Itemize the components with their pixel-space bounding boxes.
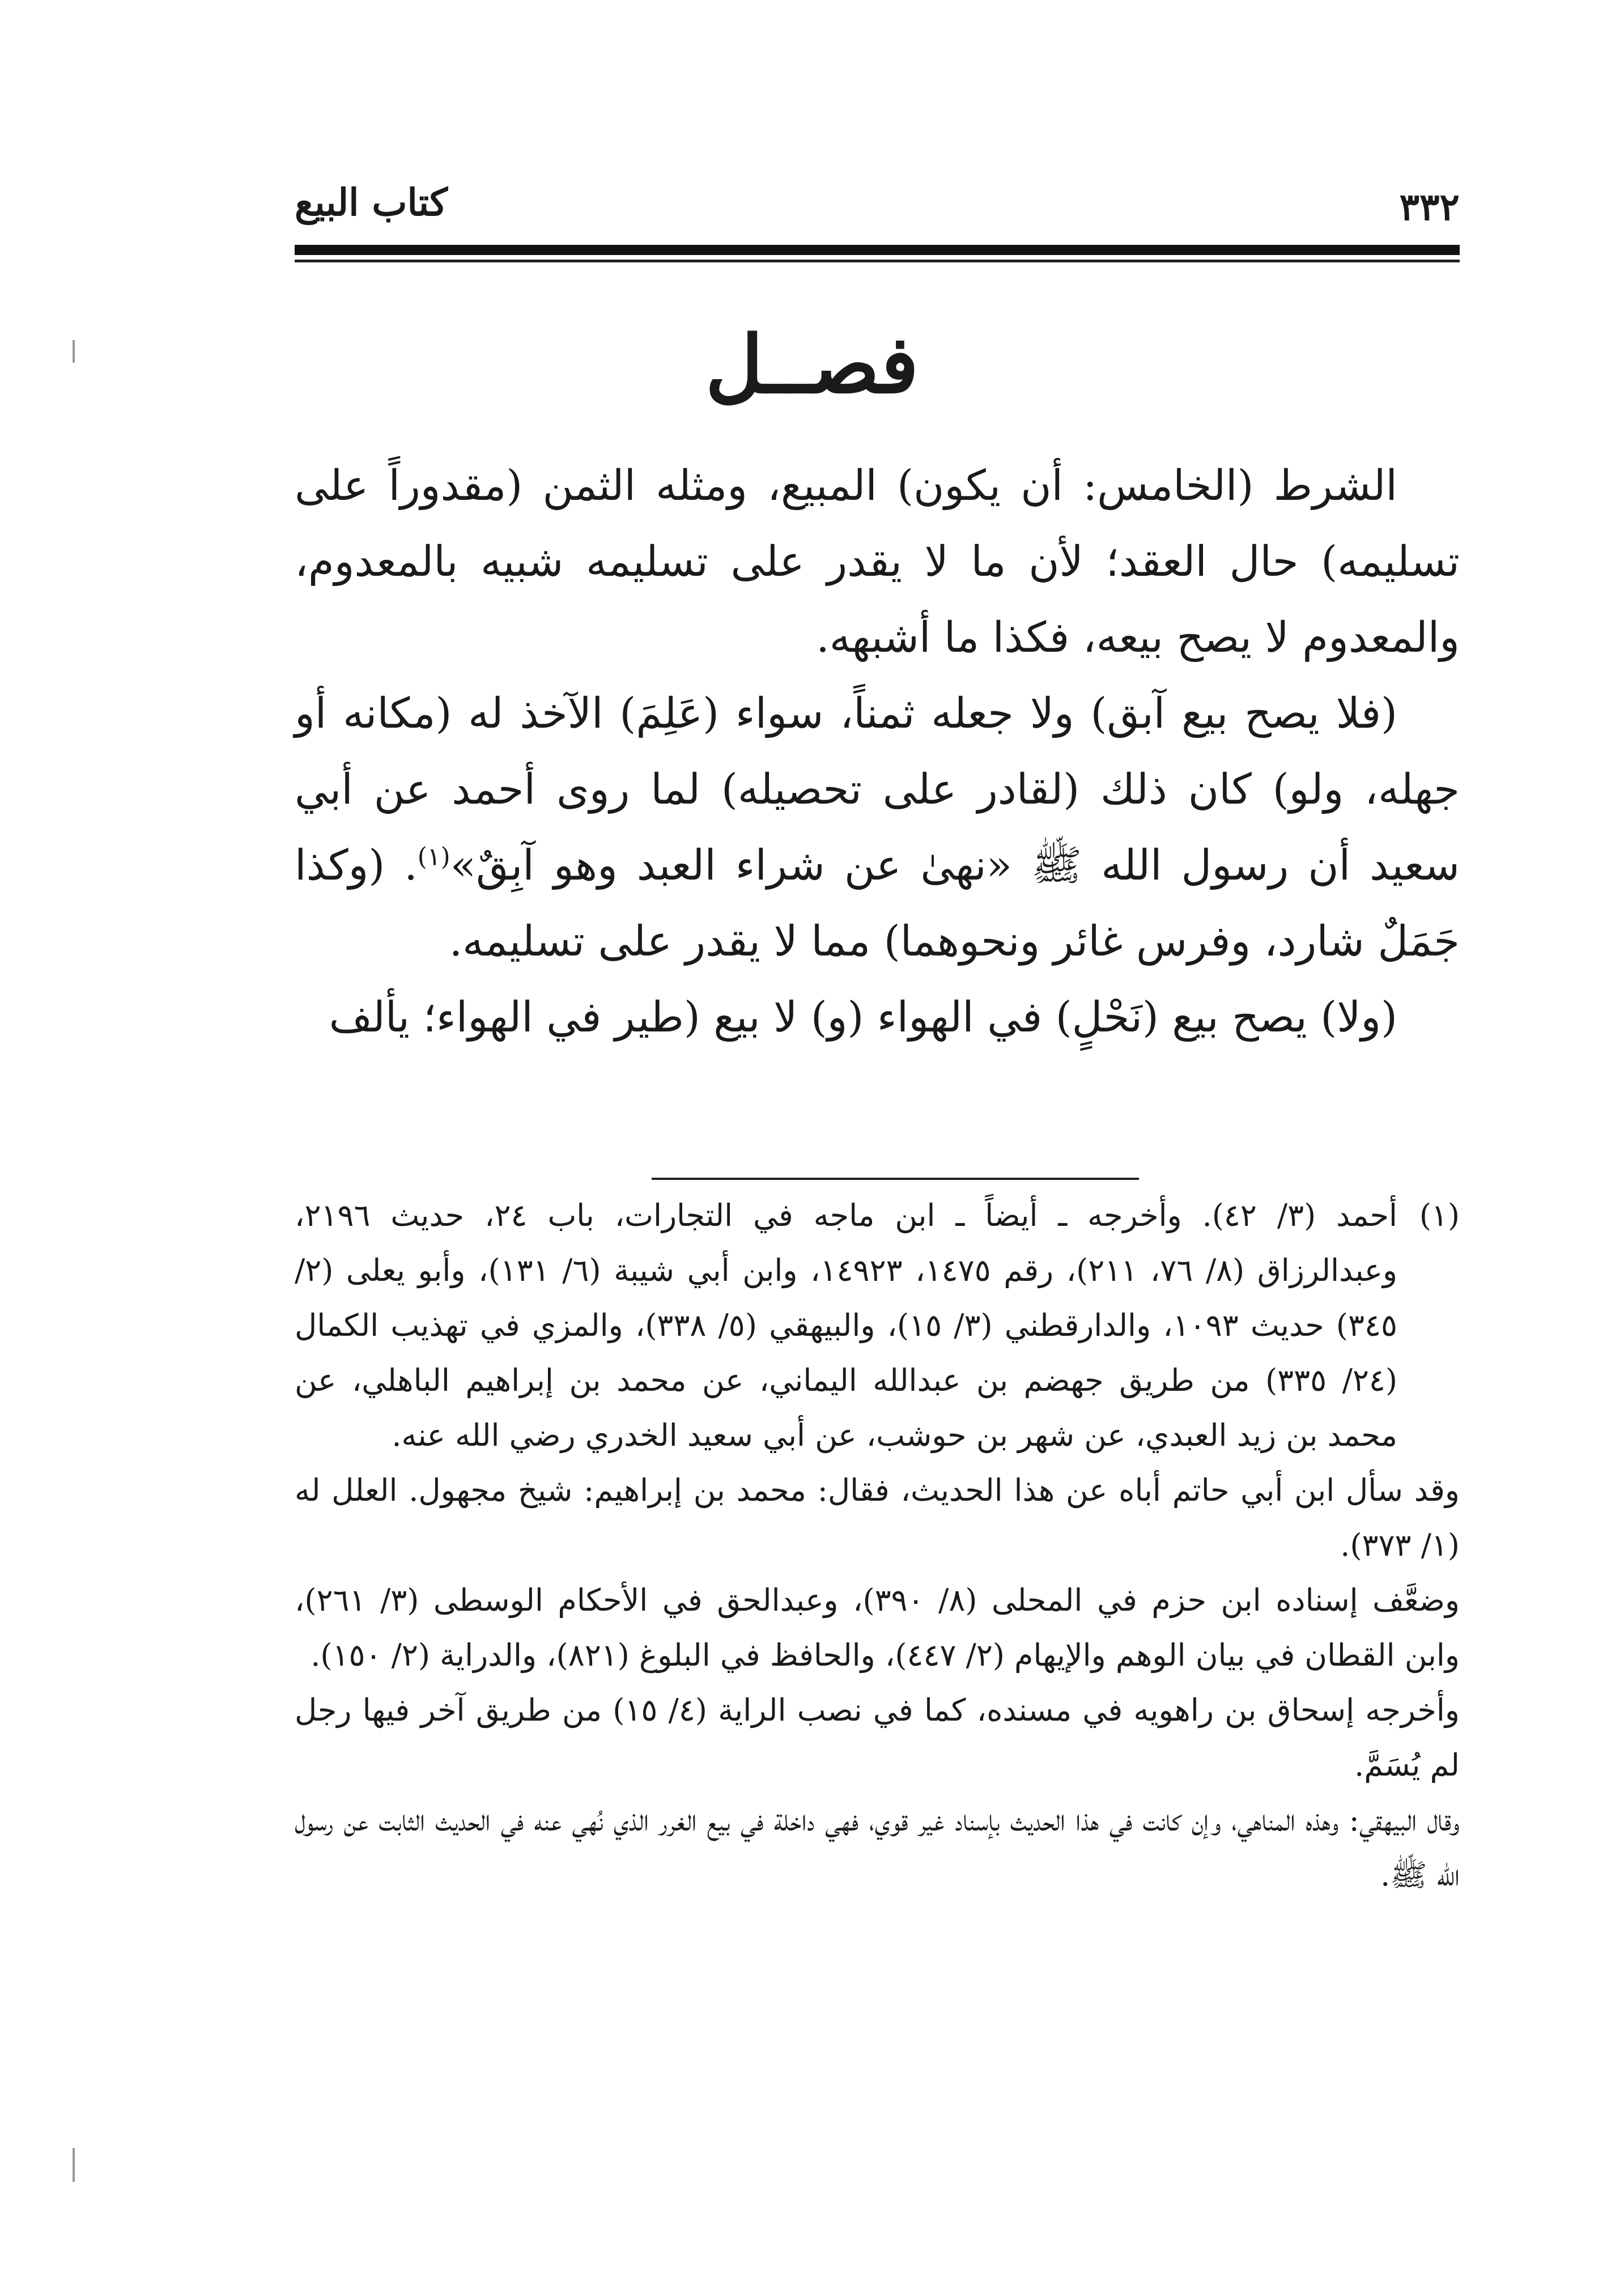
- footnote-1-text: أحمد (٣/ ٤٢). وأخرجه ـ أيضاً ـ ابن ماجه في التجارات، باب ٢٤، حديث ٢١٩٦، وعبدالرزاق (٨/ ٧٦، ٢١١)، رقم ١٤٧٥، ١٤٩٢٣، وابن أبي شيبة (٦/ ١٣١)، وأبو يعلى (٢/ ٣٤٥) حديث ١٠٩٣، والدارقطني (٣/ ١٥)، والبيهقي (٥/ ٣٣٨)، والمزي في تهذيب الكمال (٢٤/ ٣٣٥) من طريق جهضم بن عبدالله اليماني، عن محمد بن إبراهيم الباهلي، عن محمد بن زيد العبدي، عن شهر بن حوشب، عن أبي سعيد الخدري رضي الله عنه.: [295, 1198, 1398, 1453]
- running-title: كتاب البيع: [295, 180, 448, 224]
- footnote-1: [295, 1188, 1460, 1463]
- main-text: [295, 448, 1460, 1055]
- footnote-para-5: وقال البيهقي: وهذه المناهي، وإن كانت في هذا الحديث بإسناد غير قوي، فهي داخلة في بيع الغرر الذي نُهي عنه في الحديث الثابت عن رسول الله ﷺ.: [295, 1802, 1460, 1893]
- paragraph-2-text: (فلا يصح بيع آبق) ولا جعله ثمناً، سواء (عَلِمَ) الآخذ له (مكانه أو جهله، ولو) كان ذلك (لقادر على تحصيله) لما روى أحمد عن أبي سعيد أن رسول الله ﷺ «نهىٰ عن شراء العبد وهو آبِقٌ»: [295, 689, 1460, 890]
- footnote-ref: (١): [417, 842, 450, 872]
- paragraph-3: (ولا) يصح بيع (نَحْلٍ) في الهواء (و) لا بيع (طير في الهواء؛ يألف: [329, 993, 1397, 1042]
- section-heading: فصــل: [705, 319, 919, 411]
- header-rule-thin: [295, 260, 1460, 262]
- page-number: ٣٣٢: [1399, 185, 1460, 229]
- footnote-para-4: وأخرجه إسحاق بن راهويه في مسنده، كما في نصب الراية (٤/ ١٥) من طريق آخر فيها رجل لم يُسَمَّ.: [295, 1692, 1460, 1783]
- paragraph-2: [295, 676, 1460, 979]
- footnote-marker: (١): [1419, 1198, 1460, 1233]
- footnote-para-3: وضعَّف إسناده ابن حزم في المحلى (٨/ ٣٩٠)، وعبدالحق في الأحكام الوسطى (٣/ ٢٦١)، وابن القطان في بيان الوهم والإيهام (٢/ ٤٤٧)، والحافظ في البلوغ (٨٢١)، والدراية (٢/ ١٥٠).: [295, 1582, 1460, 1673]
- paragraph-1: الشرط (الخامس: أن يكون) المبيع، ومثله الثمن (مقدوراً على تسليمه) حال العقد؛ لأن ما لا يقدر على تسليمه شبيه بالمعدوم، والمعدوم لا يصح بيعه، فكذا ما أشبهه.: [295, 461, 1460, 662]
- page-header: [295, 180, 1460, 229]
- header-rule-thick: [295, 245, 1460, 255]
- footnote-separator: [652, 1178, 1139, 1180]
- footnote-para-2: وقد سأل ابن أبي حاتم أباه عن هذا الحديث، فقال: محمد بن إبراهيم: شيخ مجهول. العلل له (١/ ٣٧٣).: [295, 1472, 1460, 1563]
- footnotes: [295, 1188, 1460, 1903]
- paragraph-2-tail: . (وكذا جَمَلٌ شارد، وفرس غائر ونحوهما) مما لا يقدر على تسليمه.: [295, 841, 1460, 966]
